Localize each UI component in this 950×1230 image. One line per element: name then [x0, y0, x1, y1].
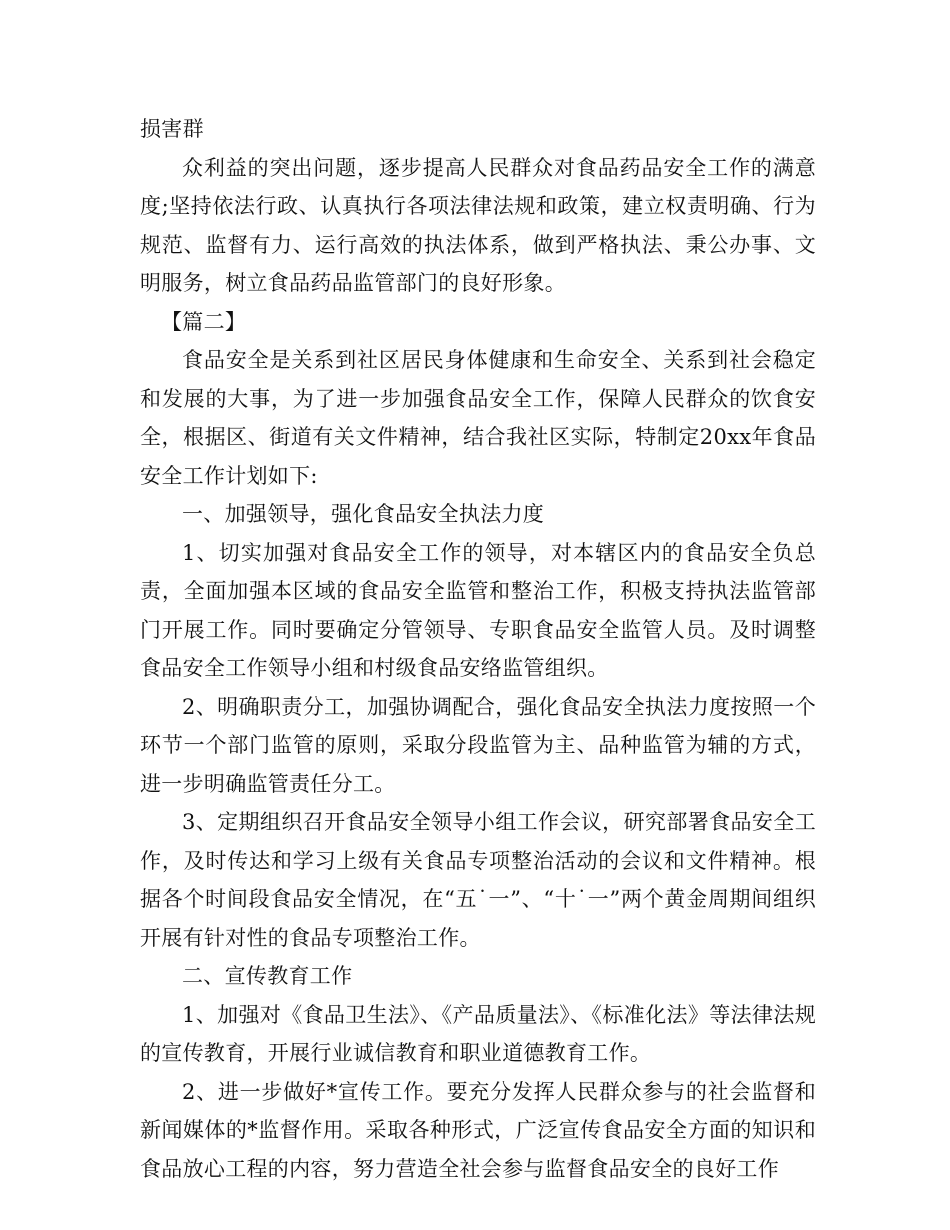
paragraph-continuation: 损害群	[140, 117, 204, 141]
paragraph-publicity-item-1: 1、加强对《食品卫生法》、《产品质量法》、《标准化法》等法律法规的宣传教育，开展行业诚信教育和职业道德教育工作。	[140, 1002, 816, 1065]
paragraph-intro-continued: 众利益的突出问题，逐步提高人民群众对食品药品安全工作的满意度;坚持依法行政、认真执行各项法律法规和政策，建立权责明确、行为规范、监督有力、运行高效的执法体系，做到严格执法、秉公办事、文明服务，树立食品药品监管部门的良好形象。	[140, 155, 816, 295]
document-body	[140, 110, 816, 1188]
paragraph-item-2: 2、明确职责分工，加强协调配合，强化食品安全执法力度按照一个环节一个部门监管的原则，采取分段监管为主、品种监管为辅的方式，进一步明确监管责任分工。	[140, 694, 816, 796]
section-heading-part-two: 【篇二】	[161, 309, 247, 334]
paragraph-item-3: 3、定期组织召开食品安全领导小组工作会议，研究部署食品安全工作，及时传达和学习上级有关食品专项整治活动的会议和文件精神。根据各个时间段食品安全情况，在“五˙一”、“十˙一”两个黄金周期间组织开展有针对性的食品专项整治工作。	[140, 810, 816, 950]
paragraph-item-1: 1、切实加强对食品安全工作的领导，对本辖区内的食品安全负总责，全面加强本区域的食品安全监管和整治工作，积极支持执法监管部门开展工作。同时要确定分管领导、专职食品安全监管人员。及时调整食品安全工作领导小组和村级食品安络监管组织。	[140, 540, 816, 680]
heading-strengthen-leadership: 一、加强领导，强化食品安全执法力度	[182, 502, 545, 526]
paragraph-part-two-intro: 食品安全是关系到社区居民身体健康和生命安全、关系到社会稳定和发展的大事，为了进一步加强食品安全工作，保障人民群众的饮食安全，根据区、街道有关文件精神，结合我社区实际，特制定20xx年食品安全工作计划如下:	[140, 348, 816, 488]
heading-publicity-education: 二、宣传教育工作	[182, 964, 353, 988]
paragraph-publicity-item-2: 2、进一步做好*宣传工作。要充分发挥人民群众参与的社会监督和新闻媒体的*监督作用。采取各种形式，广泛宣传食品安全方面的知识和食品放心工程的内容，努力营造全社会参与监督食品安全的良好工作	[140, 1079, 816, 1181]
